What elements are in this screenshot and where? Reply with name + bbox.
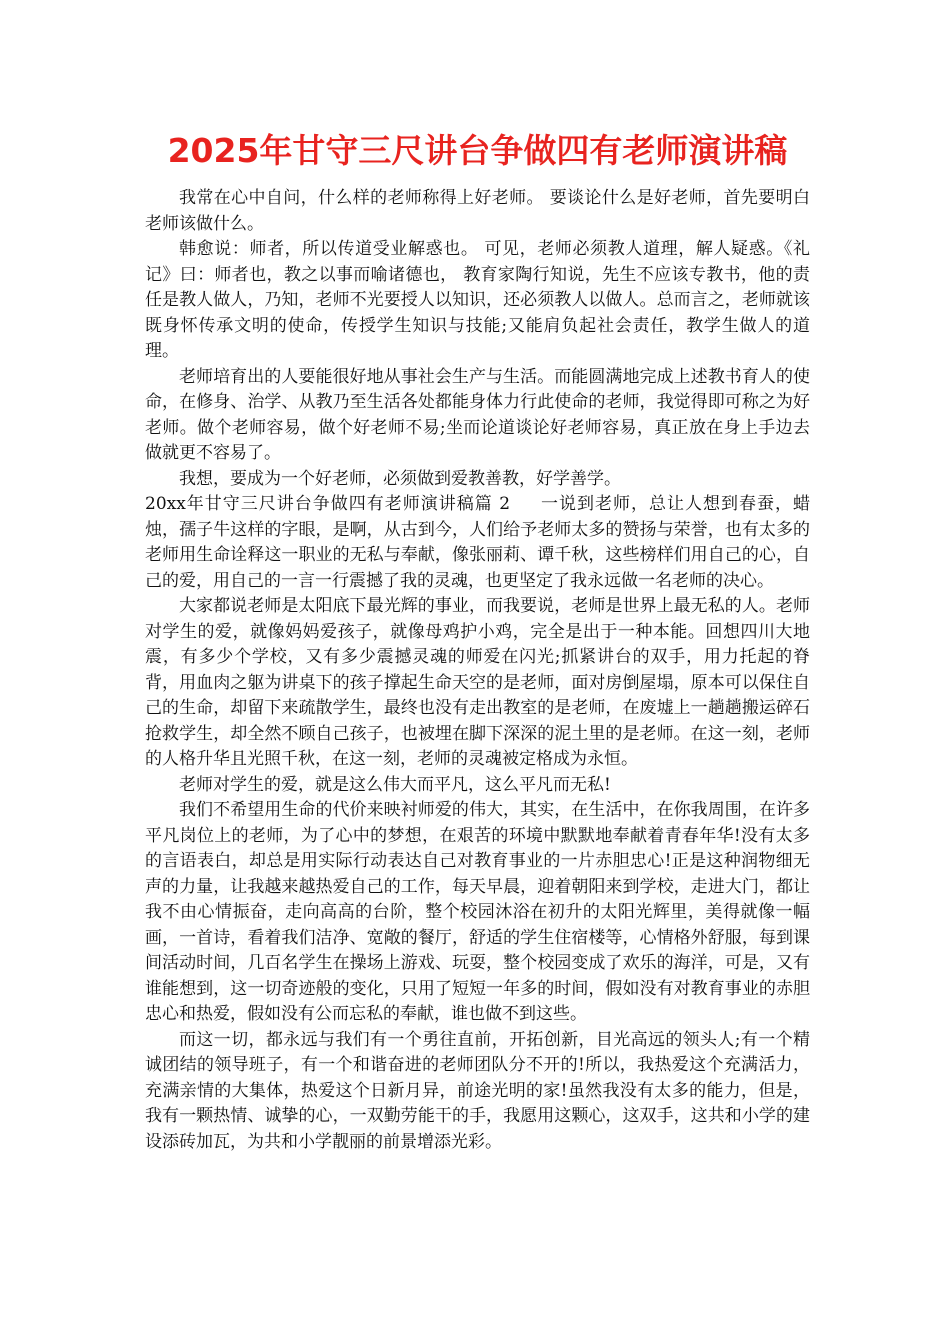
paragraph-1: 我常在心中自问，什么样的老师称得上好老师。 要谈论什么是好老师，首先要明白老师该做什么。: [145, 188, 810, 234]
document-title: 2025年甘守三尺讲台争做四有老师演讲稿: [167, 131, 788, 170]
section-paragraph: [145, 492, 810, 594]
paragraph-4: 我想，要成为一个好老师，必须做到爱教善教，好学善学。: [179, 468, 621, 489]
section-intro: 一说到老师，总让人想到春蚕，蜡烛，孺子牛这样的字眼，是啊，从古到今，人们给予老师太多的赞扬与荣誉，也有太多的老师用生命诠释这一职业的无私与奉献，像张丽莉、谭千秋，这些榜样们用自己的心，自己的爱，用自己的一言一行震撼了我的灵魂，也更坚定了我永远做一名老师的决心。: [145, 494, 811, 591]
section-heading: 20xx年甘守三尺讲台争做四有老师演讲稿篇 2: [145, 494, 511, 514]
paragraph-3: 老师培育出的人要能很好地从事社会生产与生活。而能圆满地完成上述教书育人的使命，在修身、治学、从教乃至生活各处都能身体力行此使命的老师，我觉得即可称之为好老师。做个老师容易，做个好老师不易;坐而论道谈论好老师容易，真正放在身上手边去做就更不容易了。: [145, 366, 810, 463]
paragraph-8: 而这一切，都永远与我们有一个勇往直前，开拓创新，目光高远的领头人;有一个精诚团结的领导班子，有一个和谐奋进的老师团队分不开的!所以，我热爱这个充满活力，充满亲情的大集体，热爱这个日新月异，前途光明的家!虽然我没有太多的能力，但是，我有一颗热情、诚挚的心，一双勤劳能干的手，我愿用这颗心，这双手，这共和小学的建设添砖加瓦，为共和小学靓丽的前景增添光彩。: [145, 1029, 810, 1152]
paragraph-5: 大家都说老师是太阳底下最光辉的事业，而我要说，老师是世界上最无私的人。老师对学生的爱，就像妈妈爱孩子，就像母鸡护小鸡，完全是出于一种本能。回想四川大地震，有多少个学校，又有多少震撼灵魂的师爱在闪光;抓紧讲台的双手，用力托起的脊背，用血肉之躯为讲桌下的孩子撑起生命天空的是老师，面对房倒屋塌，原本可以保住自己的生命，却留下来疏散学生，最终也没有走出教室的是老师，在废墟上一趟趟搬运碎石抢救学生，却全然不顾自己孩子，也被埋在脚下深深的泥土里的是老师。在这一刻，老师的人格升华且光照千秋，在这一刻，老师的灵魂被定格成为永恒。: [145, 596, 810, 769]
document-page: [145, 126, 810, 1155]
paragraph-6: 老师对学生的爱，就是这么伟大而平凡，这么平凡而无私!: [179, 774, 611, 795]
paragraph-7: 我们不希望用生命的代价来映衬师爱的伟大，其实，在生活中，在你我周围，在许多平凡岗位上的老师，为了心中的梦想，在艰苦的环境中默默地奉献着青春年华!没有太多的言语表白，却总是用实际行动表达自己对教育事业的一片赤胆忠心!正是这种润物细无声的力量，让我越来越热爱自己的工作，每天早晨，迎着朝阳来到学校，走进大门，都让我不由心情振奋，走向高高的台阶，整个校园沐浴在初升的太阳光辉里，美得就像一幅画，一首诗，看着我们洁净、宽敞的餐厅，舒适的学生住宿楼等，心情格外舒服，每到课间活动时间，几百名学生在操场上游戏、玩耍，整个校园变成了欢乐的海洋，可是，又有谁能想到，这一切奇迹般的变化，只用了短短一年多的时间，假如没有对教育事业的赤胆忠心和热爱，假如没有公而忘私的奉献，谁也做不到这些。: [145, 800, 810, 1024]
paragraph-2: 韩愈说：师者，所以传道受业解惑也。 可见，老师必须教人道理，解人疑惑。《礼记》曰：师者也，教之以事而喻诸德也， 教育家陶行知说，先生不应该专教书，他的责任是教人做人，乃知，老师不光要授人以知识，还必须教人以做人。总而言之，老师就该既身怀传承文明的使命，传授学生知识与技能;又能肩负起社会责任，教学生做人的道理。: [145, 239, 810, 361]
